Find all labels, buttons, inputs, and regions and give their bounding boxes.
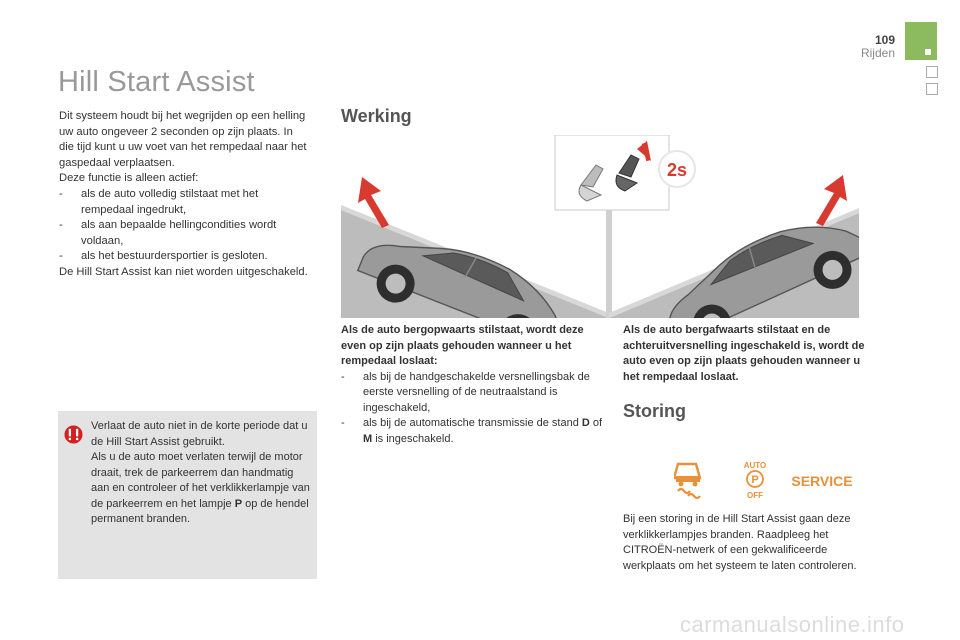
downhill-description: Als de auto bergafwaarts stilstaat en de achteruitversnelling ingeschakeld is, wordt de auto even op zijn plaats gehouden wanneer u het rempedaal loslaat.: [623, 324, 865, 383]
svg-text:AUTO: AUTO: [743, 461, 767, 470]
section-name: Rijden: [860, 46, 895, 60]
timer-label: 2s: [666, 160, 688, 180]
werking-heading: Werking: [341, 106, 412, 126]
intro-bullet: - als de auto volledig stilstaat met het rempedaal ingedrukt,: [59, 187, 259, 216]
warning-lamps: [674, 460, 854, 500]
svg-text:SERVICE: SERVICE: [791, 473, 853, 489]
warning-exclamation-icon: [64, 425, 83, 444]
intro-text: [59, 109, 309, 281]
auto-parking-brake-lamp-icon: [744, 461, 767, 500]
intro-paragraph-1: Dit systeem houdt bij het wegrijden op een helling uw auto ongeveer 2 seconden op zijn plaats. In die tijd kunt u uw voet van het rempedaal naar het gaspedaal verplaatsen.: [59, 110, 307, 169]
uphill-bullet: - als bij de handgeschakelde versnellingsbak de eerste versnelling of de neutraalstand is ingeschakeld,: [341, 370, 590, 414]
uphill-lead: Als de auto bergopwaarts stilstaat, wordt deze even op zijn plaats gehouden wanneer u het rempedaal loslaat:: [341, 324, 584, 367]
storing-heading: Storing: [623, 401, 686, 421]
uphill-bullet: - als bij de automatische transmissie de stand D of M is ingeschakeld.: [341, 417, 603, 445]
chapter-tab-empty-2: [926, 83, 938, 95]
intro-bullet: - als aan bepaalde hellingcondities wordt voldaan,: [59, 219, 277, 247]
chapter-tab-marker: [925, 49, 931, 55]
intro-paragraph-2: Deze functie is alleen actief:: [59, 172, 199, 185]
intro-paragraph-3: De Hill Start Assist kan niet worden uitgeschakeld.: [59, 265, 308, 278]
page-title: Hill Start Assist: [58, 66, 255, 98]
warning-text: Verlaat de auto niet in de korte periode dat u de Hill Start Assist gebruikt. Als u de auto moet verlaten terwijl de motor draait, trek de parkeerrem dan handmatig aan en controleer of het verklikkerlampje van de parkeerrem en het lampje P op de hendel permanent branden.: [91, 420, 310, 525]
chapter-tab: [905, 22, 937, 60]
service-lamp-icon: [791, 473, 852, 489]
storing-text: Bij een storing in de Hill Start Assist gaan deze verklikkerlampjes branden. Raadpleeg het CITROËN-netwerk of een gekwalificeerde werkplaats om het systeem te laten controleren.: [623, 513, 857, 572]
svg-text:P: P: [751, 474, 759, 486]
page-number: 109: [874, 33, 895, 47]
hill-start-illustration: [341, 135, 859, 318]
intro-bullet: - als het bestuurdersportier is gesloten.: [59, 250, 268, 263]
watermark: carmanualsonline.info: [680, 612, 905, 637]
svg-text:OFF: OFF: [747, 491, 763, 500]
stability-control-lamp-icon: [674, 464, 700, 498]
chapter-tab-empty-1: [926, 66, 938, 78]
uphill-description: [341, 323, 606, 447]
